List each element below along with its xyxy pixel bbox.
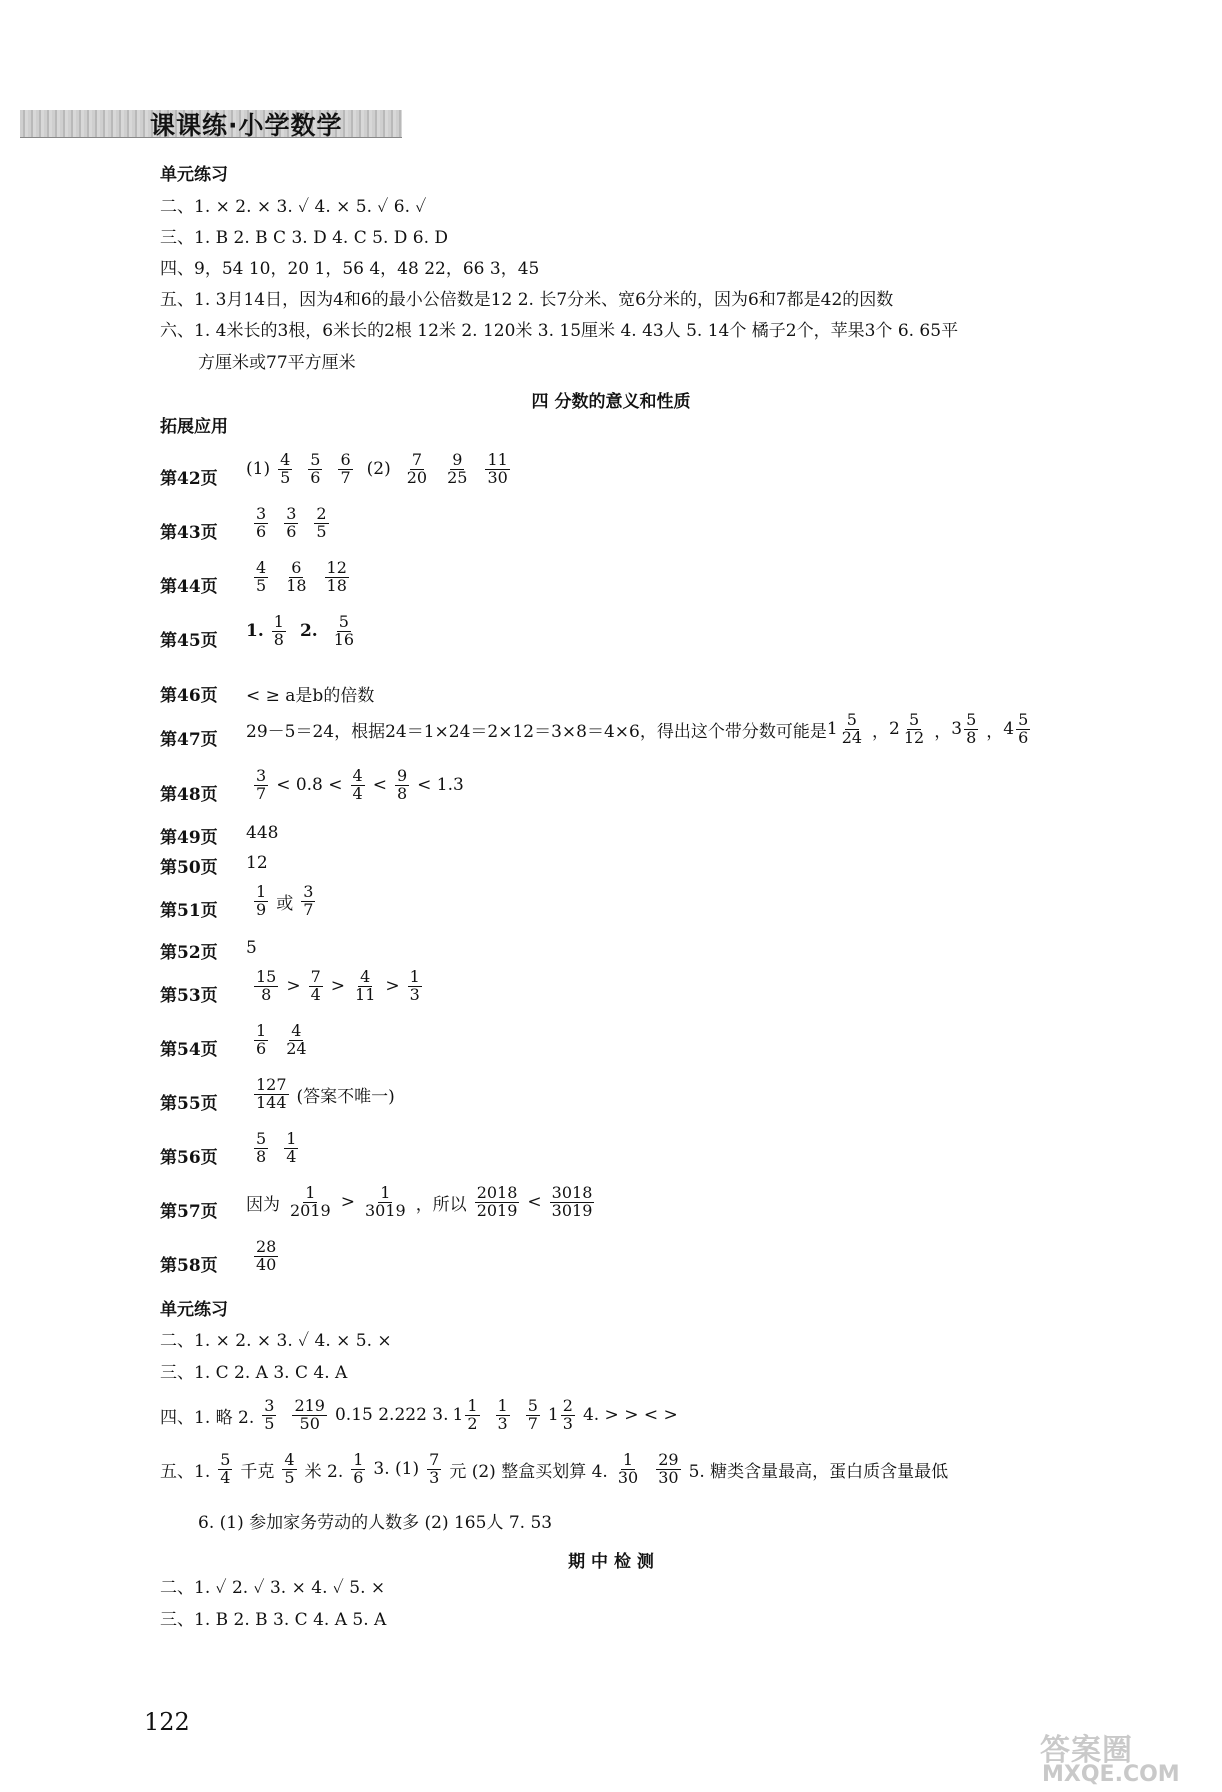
page-label-53: 第53页 (160, 986, 218, 1006)
fraction: $\frac{5}{6}$ (310, 450, 321, 487)
fraction: $\frac{6}{7}$ (340, 450, 351, 487)
answer-text: 3. (1) (373, 1459, 420, 1480)
section-subheading: 拓展应用 (160, 417, 228, 437)
comparison: > (385, 976, 400, 997)
part-label: (1) (246, 459, 271, 480)
unit-text: 米 2. (304, 1461, 344, 1482)
fraction: $\frac{7}{4}$ (310, 967, 321, 1004)
answer-54 (246, 1023, 317, 1058)
answer-53 (246, 969, 430, 1004)
fraction: $\frac{5}{6}$ (1018, 710, 1029, 747)
answer-text: 4. > > < > (582, 1405, 678, 1426)
fraction: $\frac{4}{4}$ (352, 766, 363, 803)
comma: ， (872, 721, 890, 742)
book-title: 课课练·小学数学 (150, 111, 343, 140)
fraction: $\frac{5}{8}$ (966, 710, 977, 747)
unit2-line-5 (160, 1452, 948, 1487)
unit1-line-6-continuation: 方厘米或77平方厘米 (198, 353, 356, 373)
whole-number: 1 (452, 1405, 464, 1426)
fraction: $\frac{1}{3019}$ (364, 1183, 406, 1220)
fraction: $\frac{3}{7}$ (303, 882, 314, 919)
unit2-line-6: 6. (1) 参加家务劳动的人数多 (2) 165人 7. 53 (198, 1513, 553, 1533)
fraction: $\frac{7}{20}$ (406, 450, 428, 487)
fraction: $\frac{3}{7}$ (256, 766, 267, 803)
fraction: $\frac{1}{30}$ (617, 1450, 639, 1487)
unit1-line-2: 二、1. × 2. × 3. ✓ 4. × 5. ✓ 6. ✓ (160, 197, 427, 217)
unit2-line-3: 三、1. C 2. A 3. C 4. A (160, 1363, 348, 1383)
fraction: $\frac{127}{144}$ (256, 1075, 287, 1112)
fraction: $\frac{1}{8}$ (273, 612, 284, 649)
page-label-50: 第50页 (160, 858, 218, 878)
answer-text: 元 (2) 整盒买划算 4. (449, 1461, 608, 1482)
fraction: $\frac{3}{6}$ (286, 504, 297, 541)
fraction: $\frac{4}{24}$ (286, 1021, 307, 1058)
answer-45 (246, 614, 364, 649)
comma: ， (986, 721, 1004, 742)
fraction: $\frac{2}{5}$ (316, 504, 327, 541)
watermark-url: MXQE.COM (1042, 1762, 1180, 1787)
fraction: $\frac{1}{2019}$ (290, 1183, 331, 1220)
answer-42 (246, 452, 518, 487)
fraction: $\frac{1}{6}$ (353, 1450, 364, 1487)
answer-text: 0.15 2.222 3. (334, 1405, 449, 1426)
unit2-line-2: 二、1. × 2. × 3. ✓ 4. × 5. × (160, 1331, 392, 1351)
fraction: $\frac{1}{2}$ (467, 1396, 478, 1433)
fraction: $\frac{1}{6}$ (256, 1021, 267, 1058)
page-label-54: 第54页 (160, 1040, 218, 1060)
note-text: (答案不唯一) (296, 1086, 395, 1107)
unit1-line-5: 五、1. 3月14日，因为4和6的最小公倍数是12 2. 长7分米、宽6分米的，因为6和7都是42的因数 (160, 290, 894, 310)
fraction: $\frac{7}{3}$ (429, 1450, 440, 1487)
page-label-46: 第46页 (160, 686, 218, 706)
fraction: $\frac{12}{18}$ (326, 558, 347, 595)
answer-57 (246, 1185, 602, 1220)
answer-47 (246, 712, 1038, 747)
answer-49: 448 (246, 823, 279, 843)
page-label-43: 第43页 (160, 523, 218, 543)
or-text: 或 (276, 893, 294, 914)
unit2-heading: 单元练习 (160, 1300, 228, 1320)
page-label-44: 第44页 (160, 577, 218, 597)
whole-number: 3 (951, 719, 963, 740)
item-number: 2. (299, 621, 318, 642)
fraction: $\frac{3018}{3019}$ (551, 1183, 593, 1220)
midterm-title: 期 中 检 测 (568, 1552, 654, 1572)
page-label-47: 第47页 (160, 730, 218, 750)
answer-text: 29－5＝24，根据24＝1×24＝2×12＝3×8＝4×6，得出这个带分数可能是 (246, 721, 827, 742)
answer-text: 四、1. 略 2. (160, 1407, 255, 1428)
fraction: $\frac{9}{25}$ (447, 450, 468, 487)
unit2-line-4 (160, 1398, 678, 1433)
unit1-line-6: 六、1. 4米长的3根，6米长的2根 12米 2. 120米 3. 15厘米 4. 43人 5. 14个 橘子2个，苹果3个 6. 65平 (160, 321, 959, 341)
fraction: $\frac{1}{3}$ (409, 967, 420, 1004)
comparison: > (340, 1192, 355, 1213)
unit1-heading: 单元练习 (160, 165, 228, 185)
fraction: $\frac{11}{30}$ (487, 450, 508, 487)
fraction: $\frac{5}{12}$ (903, 710, 925, 747)
comparison: < 1.3 (417, 775, 464, 796)
answer-46: < ≥ a是b的倍数 (246, 686, 375, 706)
fraction: $\frac{3}{5}$ (264, 1396, 275, 1433)
fraction: $\frac{4}{5}$ (256, 558, 267, 595)
unit1-line-3: 三、1. B 2. B C 3. D 4. C 5. D 6. D (160, 228, 449, 248)
part-label: (2) (366, 459, 391, 480)
fraction: $\frac{6}{18}$ (286, 558, 307, 595)
midterm-line-3: 三、1. B 2. B 3. C 4. A 5. A (160, 1610, 387, 1630)
page-label-48: 第48页 (160, 785, 218, 805)
answer-44 (246, 560, 357, 595)
fraction: $\frac{29}{30}$ (658, 1450, 679, 1487)
fraction: $\frac{4}{11}$ (355, 967, 376, 1004)
answer-56 (246, 1131, 306, 1166)
fraction: $\frac{4}{5}$ (284, 1450, 295, 1487)
fraction: $\frac{3}{6}$ (256, 504, 267, 541)
whole-number: 2 (889, 719, 900, 740)
answer-text: 五、1. (160, 1461, 211, 1482)
page-label-42: 第42页 (160, 469, 218, 489)
section-title: 四 分数的意义和性质 (531, 392, 691, 412)
answer-48 (246, 768, 464, 803)
answer-text: ，所以 (415, 1194, 467, 1215)
item-number: 1. (246, 621, 264, 642)
page-label-49: 第49页 (160, 828, 218, 848)
watermark-logo: 答案圈 (1040, 1733, 1133, 1768)
whole-number: 1 (826, 719, 838, 740)
whole-number: 1 (547, 1405, 559, 1426)
fraction: $\frac{1}{3}$ (497, 1396, 508, 1433)
page-label-58: 第58页 (160, 1256, 218, 1276)
comparison: < 0.8 < (276, 775, 343, 796)
answer-text: 5. 糖类含量最高，蛋白质含量最低 (688, 1461, 949, 1482)
fraction: $\frac{4}{5}$ (280, 450, 291, 487)
page-label-57: 第57页 (160, 1202, 218, 1222)
comma: ， (934, 721, 952, 742)
fraction: $\frac{15}{8}$ (256, 967, 277, 1004)
comparison: > (330, 976, 346, 997)
comparison: < (372, 775, 387, 796)
page-label-56: 第56页 (160, 1148, 218, 1168)
fraction: $\frac{5}{16}$ (333, 612, 355, 649)
answer-58 (246, 1239, 286, 1274)
fraction: $\frac{28}{40}$ (256, 1237, 277, 1274)
page-number: 122 (144, 1708, 190, 1736)
comparison: > (286, 976, 301, 997)
unit1-line-4: 四、9，54 10，20 1，56 4，48 22，66 3，45 (160, 259, 540, 279)
fraction: $\frac{5}{8}$ (256, 1129, 267, 1166)
fraction: $\frac{2018}{2019}$ (476, 1183, 518, 1220)
fraction: $\frac{1}{4}$ (286, 1129, 297, 1166)
answer-50: 12 (246, 853, 268, 873)
midterm-line-2: 二、1. ✓ 2. ✓ 3. × 4. ✓ 5. × (160, 1578, 386, 1598)
answer-51 (246, 884, 323, 919)
whole-number: 4 (1003, 719, 1015, 740)
fraction: $\frac{1}{9}$ (256, 882, 267, 919)
answer-55 (246, 1077, 395, 1112)
page-label-45: 第45页 (160, 631, 218, 651)
fraction: $\frac{5}{4}$ (220, 1450, 231, 1487)
fraction: $\frac{5}{7}$ (527, 1396, 538, 1433)
fraction: $\frac{2}{3}$ (562, 1396, 573, 1433)
comparison: < (527, 1192, 542, 1213)
answer-text: 因为 (246, 1194, 280, 1215)
fraction: $\frac{5}{24}$ (841, 710, 863, 747)
answer-52: 5 (246, 938, 257, 958)
page-label-55: 第55页 (160, 1094, 218, 1114)
page-label-52: 第52页 (160, 943, 218, 963)
fraction: $\frac{9}{8}$ (396, 766, 408, 803)
answer-43 (246, 506, 337, 541)
unit-text: 千克 (240, 1461, 275, 1482)
page-label-51: 第51页 (160, 901, 218, 921)
fraction: $\frac{219}{50}$ (294, 1396, 325, 1433)
